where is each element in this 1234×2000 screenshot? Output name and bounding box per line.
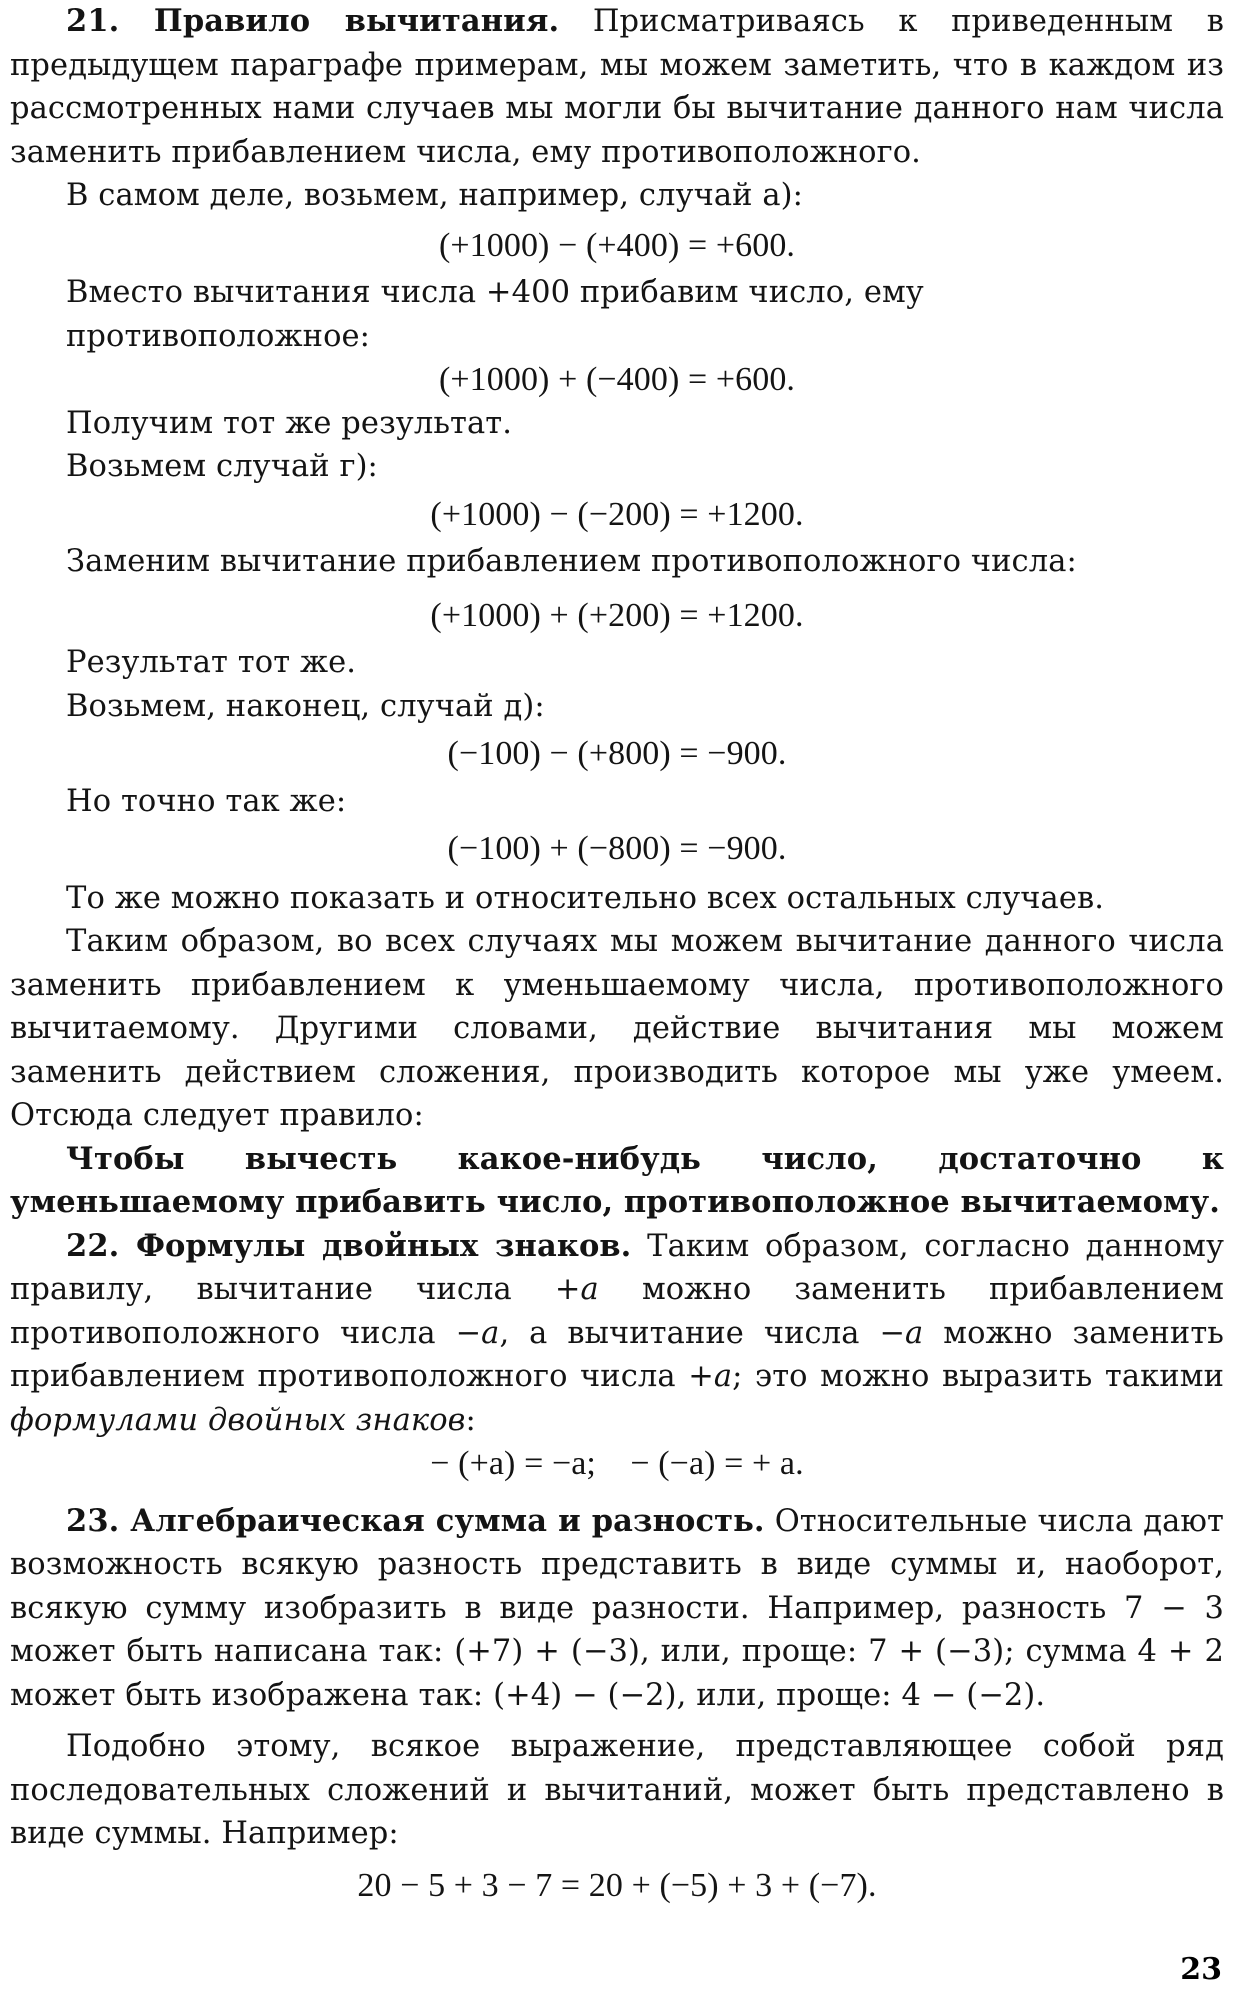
line: Возьмем случай г):: [66, 449, 378, 484]
paragraph: Таким образом, во всех случаях мы можем вычитание данного числа заменить прибавлением к уменьшаемому числа, противоположного вычитаемому. Другими словами, действие вычитания мы можем заменить действием сложения, производить которое мы уже умеем. Отсюда следует правило:: [10, 924, 1224, 1133]
equation: (+1000) − (−200) = +1200.: [430, 495, 804, 533]
line: Но точно так же:: [66, 783, 347, 819]
line: В самом деле, возьмем, например, случай а):: [66, 178, 803, 213]
line: Результат тот же.: [66, 645, 357, 680]
line: Заменим вычитание прибавлением противоположного числа:: [66, 544, 1077, 579]
subtraction-rule: Чтобы вычесть какое-нибудь число, достаточно к уменьшаемому прибавить число, противоположное вычитаемому.: [10, 1140, 1224, 1220]
section-22-paragraph: 22. Формулы двойных знаков. Таким образом, согласно данному правилу, вычитание числа +a можно заменить прибавлением противоположного числа −a, а вычитание числа −a можно заменить прибавлением противоположного числа +a; это можно выразить такими формулами двойных знаков:: [10, 1227, 1225, 1438]
equation: 20 − 5 + 3 − 7 = 20 + (−5) + 3 + (−7).: [357, 1866, 877, 1904]
equation: (+1000) + (+200) = +1200.: [430, 596, 804, 634]
equation: (+1000) − (+400) = +600.: [438, 226, 796, 264]
term-double-signs: формулами двойных знаков: [10, 1402, 466, 1438]
equation: (−100) − (+800) = −900.: [447, 735, 787, 772]
line: Возьмем, наконец, случай д):: [66, 688, 545, 724]
section-23-paragraph: 23. Алгебраическая сумма и разность. Относительные числа дают возможность всякую разность представить в виде суммы и, наоборот, всякую сумму изобразить в виде разности. Например, разность 7 − 3 может быть написана так: (+7) + (−3), или, проще: 7 + (−3); сумма 4 + 2 может быть изображена так: (+4) − (−2), или, проще: 4 − (−2).: [10, 1502, 1224, 1713]
paragraph: Подобно этому, всякое выражение, представляющее собой ряд последовательных сложений и вычитаний, может быть представлено в виде суммы. Например:: [10, 1729, 1224, 1851]
section-22-heading: 22. Формулы двойных знаков.: [66, 1227, 632, 1264]
line: То же можно показать и относительно всех остальных случаев.: [66, 880, 1105, 916]
textbook-page: [10, 0, 1224, 2000]
line: Получим тот же результат.: [66, 405, 513, 441]
double-signs-formula: − (+a) = −a; − (−a) = + a.: [430, 1445, 804, 1482]
section-21-heading: 21. Правило вычитания.: [66, 3, 560, 39]
equation: (+1000) + (−400) = +600.: [438, 361, 796, 398]
section-23-heading: 23. Алгебраическая сумма и разность.: [66, 1502, 765, 1539]
section-21-intro: 21. Правило вычитания. Присматриваясь к приведенным в предыдущем параграфе примерам, мы можем заметить, что в каждом из рассмотренных нами случаев мы могли бы вычитание данного нам числа заменить прибавлением числа, ему противоположного.: [10, 3, 1225, 170]
line: Вместо вычитания числа +400 прибавим число, ему противоположное:: [66, 275, 924, 354]
equation: (−100) + (−800) = −900.: [447, 830, 787, 867]
page-number: 23: [1180, 1952, 1222, 1987]
